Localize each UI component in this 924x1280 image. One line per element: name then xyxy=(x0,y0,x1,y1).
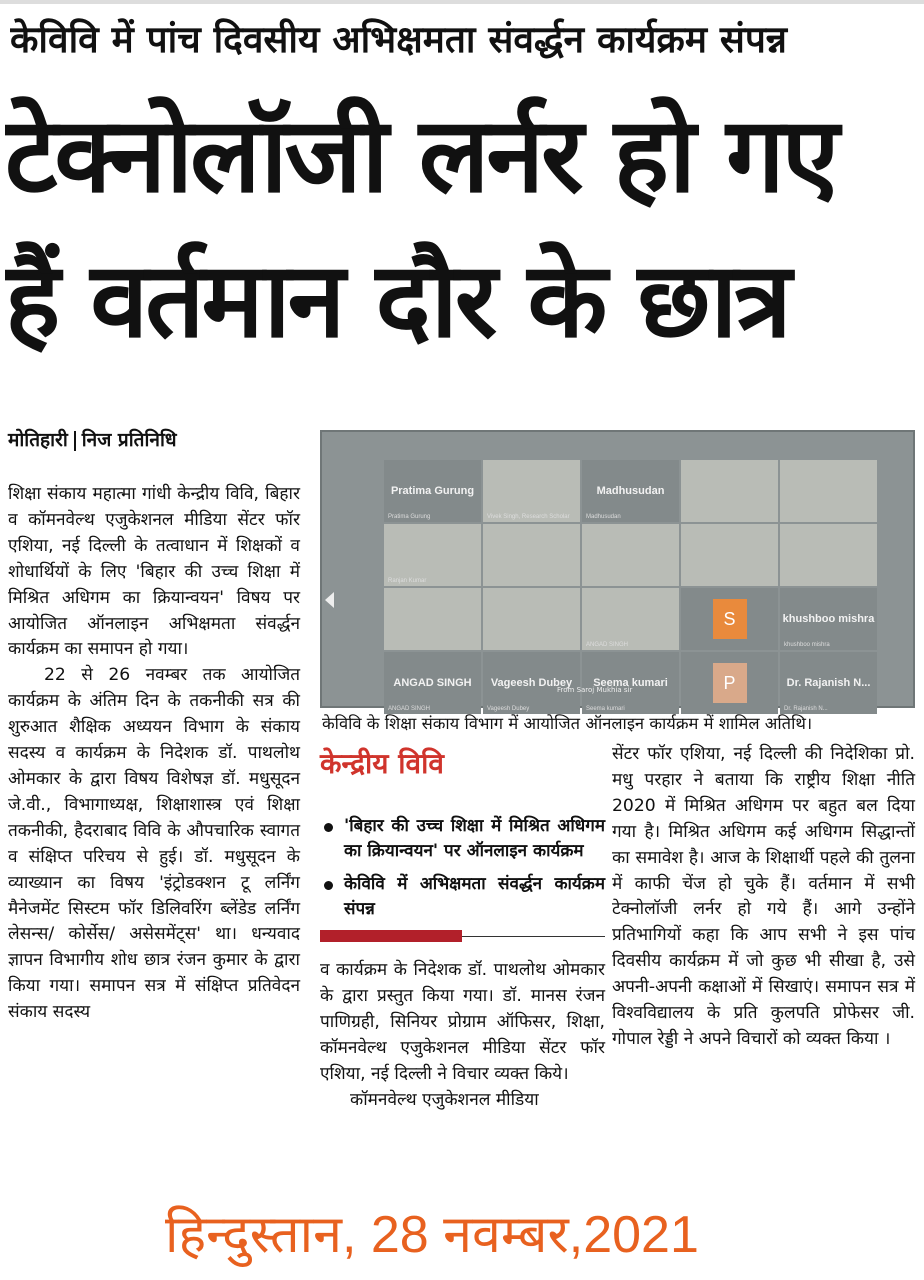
paragraph: सेंटर फॉर एशिया, नई दिल्ली की निदेशिका प्रो. मधु परहार ने बताया कि राष्ट्रीय शिक्षा नीति 2020 में मिश्रित अधिगम पर बहुत बल दिया गया है। मिश्रित अधिगम कई अधिगम सिद्धान्तों का समावेश है। आज के शिक्षार्थी पहले की तुलना में काफी चेंज हो चुके हैं। वर्तमान में सभी टेक्नोलॉजी लर्नर हो गये हैं। आगे उन्होंने प्रतिभागियों कहा कि आप सभी ने इस पांच दिवसीय कार्यक्रम में जो कुछ भी सीखा है, उसे अपनी-अपनी कक्षाओं में सिखाएं। समापन सत्र में विश्वविद्यालय के प्रति कुलपति प्रोफेसर जी. गोपाल रेड्डी ने अपने विचारों को व्यक्त किया । xyxy=(612,744,915,1049)
byline-place: मोतिहारी xyxy=(8,429,68,451)
participant-tile xyxy=(780,652,877,714)
participant-name: ANGAD SINGH xyxy=(393,677,472,689)
participant-tile xyxy=(384,524,481,586)
headline-line-1: टेक्नोलॉजी लर्नर हो गए xyxy=(5,94,837,216)
participant-avatar: P xyxy=(713,663,747,703)
paragraph: 22 से 26 नवम्बर तक आयोजित कार्यक्रम के अंतिम दिन के तकनीकी सत्र की शुरुआत शैक्षिक अध्ययन विभाग के संकाय सदस्य व कार्यक्रम के निदेशक डॉ. पाथलोथ ओमकार के द्वारा विषय विशेषज्ञ डॉ. मधुसूदन जे.वी., विभागाध्यक्ष, शिक्षाशास्त्र एवं शिक्षा तकनीकी, हैदराबाद विवि के औपचारिक स्वागत व संक्षिप्त परिचय से हुई। डॉ. मधुसूदन के व्याख्यान का विषय 'इंट्रोडक्शन टू लर्निंग मैनेजमेंट सिस्टम फॉर डिलिवरिंग ब्लेंडेड लर्निंग लेसन्स/ कोर्सेस/ असेसमेंट्स' था। धन्यवाद ज्ञापन विभागीय शोध छात्र रंजन कुमार के द्वारा किया गया। समापन सत्र में संक्षिप्त प्रतिवेदन संकाय सदस्य xyxy=(8,665,300,1023)
video-conference-photo xyxy=(320,430,915,712)
byline xyxy=(8,425,177,455)
participant-name: Pratima Gurung xyxy=(390,485,475,497)
section-rule xyxy=(320,930,605,944)
kicker-headline: केविवि में पांच दिवसीय अभिक्षमता संवर्द्धन कार्यक्रम संपन्न xyxy=(10,18,787,61)
participant-tile xyxy=(483,588,580,650)
participant-tile xyxy=(384,460,481,522)
participant-name: Seema kumari xyxy=(593,677,668,689)
participant-avatar: S xyxy=(713,599,747,639)
participant-grid xyxy=(384,460,877,714)
top-strip xyxy=(0,0,924,4)
participant-tile xyxy=(681,460,778,522)
participant-label: Seema kumari xyxy=(586,706,625,712)
source-date-footer: हिन्दुस्तान, 28 नवम्बर,2021 xyxy=(165,1206,699,1264)
participant-label: ANGAD SINGH xyxy=(388,706,431,712)
participant-name: khushboo mishra xyxy=(782,613,875,625)
participant-label: Dr. Rajanish N... xyxy=(784,706,828,712)
participant-name: Vageesh Dubey xyxy=(490,677,573,689)
participant-label: Ranjan Kumar xyxy=(388,578,427,584)
byline-reporter: निज प्रतिनिधि xyxy=(81,429,177,451)
left-column xyxy=(8,482,300,1026)
participant-tile xyxy=(681,524,778,586)
participant-tile xyxy=(582,652,679,714)
participant-label: Pratima Gurung xyxy=(388,514,431,520)
participant-tile xyxy=(384,588,481,650)
byline-separator xyxy=(74,431,76,451)
paragraph: व कार्यक्रम के निदेशक डॉ. पाथलोथ ओमकार के द्वारा प्रस्तुत किया गया। डॉ. मानस रंजन पाणिग्रही, सिनियर प्रोग्राम ऑफिसर, शिक्षा, कॉमनवेल्थ एजुकेशनल मीडिया सेंटर फॉर एशिया, नई दिल्ली ने विचार व्यक्त किये। xyxy=(320,960,605,1084)
headline-line-2: हैं वर्तमान दौर के छात्र xyxy=(5,239,789,361)
participant-tile xyxy=(681,652,778,714)
participant-tile xyxy=(483,652,580,714)
participant-label: Vageesh Dubey xyxy=(487,706,530,712)
participant-tile xyxy=(780,588,877,650)
highlight-item: केविवि में अभिक्षमता संवर्द्धन कार्यक्रम संपन्न xyxy=(320,872,605,922)
participant-label: Madhusudan xyxy=(586,514,621,520)
participant-tile xyxy=(582,460,679,522)
right-column xyxy=(612,742,915,1053)
participant-tile xyxy=(582,524,679,586)
highlights-list xyxy=(320,814,605,922)
paragraph: कॉमनवेल्थ एजुकेशनल मीडिया xyxy=(350,1089,539,1110)
participant-tile xyxy=(681,588,778,650)
participant-tile xyxy=(483,460,580,522)
participant-tile xyxy=(384,652,481,714)
participant-tile xyxy=(780,460,877,522)
participant-name: Dr. Rajanish N... xyxy=(786,677,871,689)
participant-label: khushboo mishra xyxy=(784,642,830,648)
middle-column xyxy=(320,742,605,1113)
section-title: केन्द्रीय विवि xyxy=(320,747,444,780)
participant-label: Vivek Singh, Research Scholar xyxy=(487,514,570,520)
participant-label: ANGAD SINGH xyxy=(586,642,629,648)
highlight-item: 'बिहार की उच्च शिक्षा में मिश्रित अधिगम का क्रियान्वयन' पर ऑनलाइन कार्यक्रम xyxy=(320,814,605,864)
participant-tile xyxy=(582,588,679,650)
photo-caption: केविवि के शिक्षा संकाय विभाग में आयोजित ऑनलाइन कार्यक्रम में शामिल अतिथि। xyxy=(322,714,813,733)
participant-tile xyxy=(483,524,580,586)
participant-tile xyxy=(780,524,877,586)
photo-bottom-label: From Saroj Mukhia sir xyxy=(557,686,633,694)
paragraph: शिक्षा संकाय महात्मा गांधी केन्द्रीय विवि, बिहार व कॉमनवेल्थ एजुकेशनल मीडिया सेंटर फॉर एशिया, नई दिल्ली के तत्वाधान में शिक्षकों व शोधार्थियों के लिए 'बिहार की उच्च शिक्षा में मिश्रित अधिगम का क्रियान्वयन' विषय पर आयोजित ऑनलाइन अभिक्षमता संवर्द्धन कार्यक्रम का समापन हो गया। xyxy=(8,484,300,660)
arrow-left-icon xyxy=(325,592,334,608)
participant-name: Madhusudan xyxy=(596,485,665,497)
